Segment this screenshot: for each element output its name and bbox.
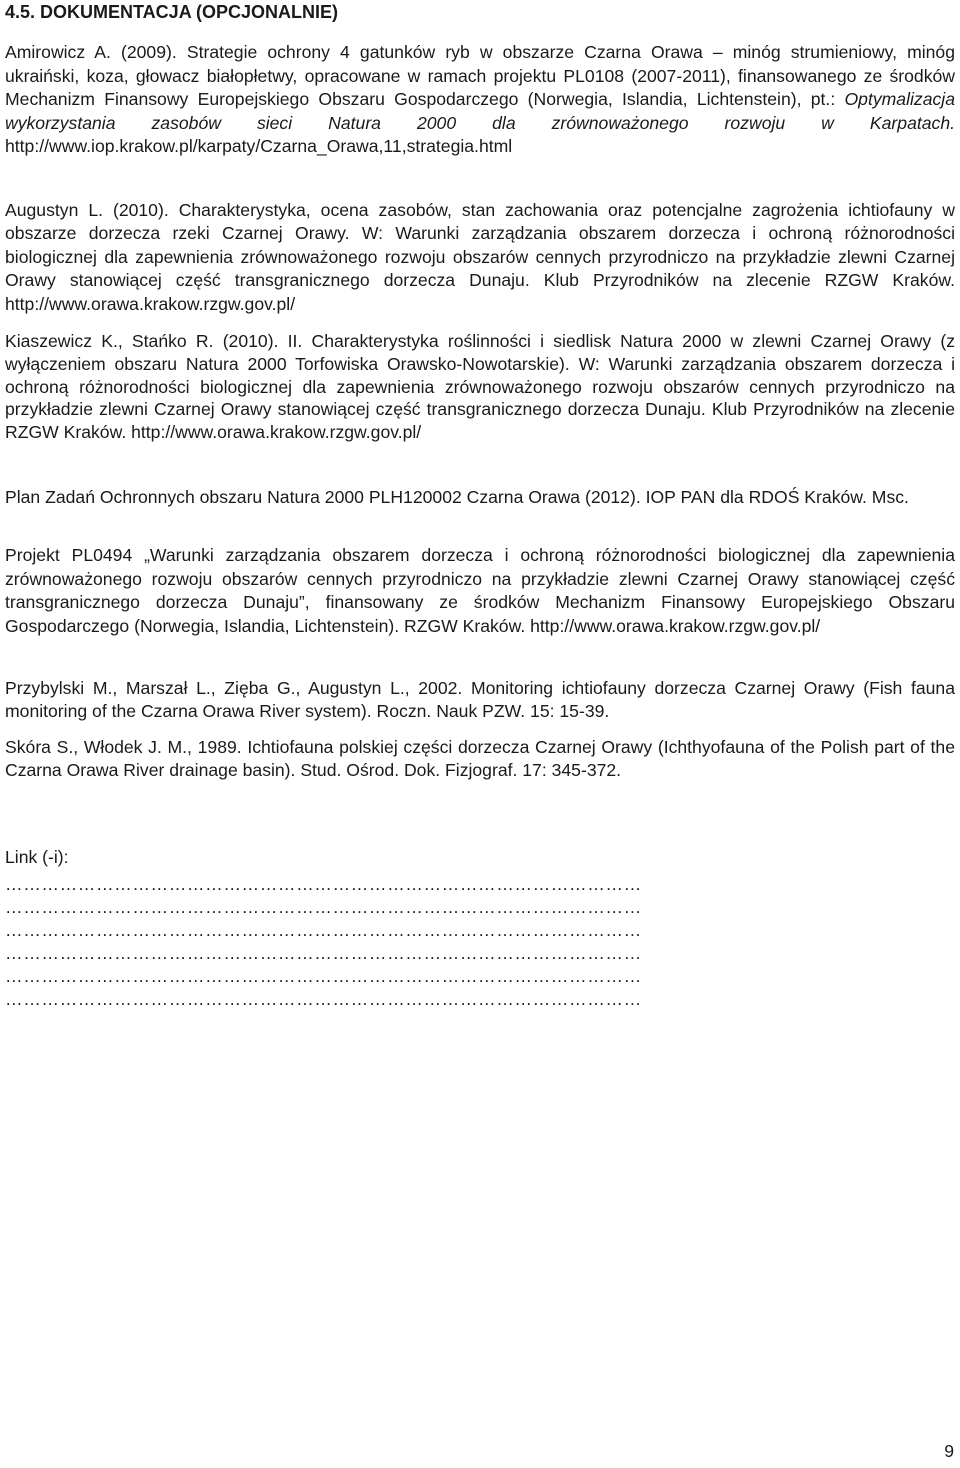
dotted-fill-line: …………………………………………………………………………………………… bbox=[5, 920, 642, 940]
reference-text: Projekt PL0494 „Warunki zarządzania obszarem dorzecza i ochroną różnorodności biologicznej dla zapewnienia zrównoważonego rozwoju obszarów cennych przyrodniczo na przykładzie zlewni Czarnej Orawy stanowiącej część transgranicznego dorzecza Dunaju”, finansowany ze środków Mechanizm Finansowy Europejskiego Obszaru Gospodarczego (Norwegia, Islandia, Lichtenstein). RZGW Kraków. http://www.orawa.krakow.rzgw.gov.pl/ bbox=[5, 545, 955, 637]
reference-text: Plan Zadań Ochronnych obszaru Natura 2000 PLH120002 Czarna Orawa (2012). IOP PAN dla RDOŚ Kraków. Msc. bbox=[5, 487, 909, 507]
reference-projekt-pl0494 bbox=[5, 544, 955, 639]
reference-author: Kiaszewicz K., Stańko R. (2010). bbox=[5, 331, 279, 351]
reference-url: http://www.iop.krakow.pl/karpaty/Czarna_Orawa,11,strategia.html bbox=[5, 136, 513, 157]
section-title: 4.5. DOKUMENTACJA (OPCJONALNIE) bbox=[5, 2, 339, 22]
reference-text: Monitoring ichtiofauny dorzecza Czarnej Orawy (Fish fauna monitoring of the Czarna Orawa River system). Roczn. Nauk PZW. 15: 15-39. bbox=[5, 678, 955, 722]
links-label: Link (-i): bbox=[5, 847, 69, 867]
reference-author: Augustyn L. (2010). bbox=[5, 200, 169, 220]
dotted-fill-line: …………………………………………………………………………………………… bbox=[5, 943, 642, 963]
reference-plan-zadan-2012 bbox=[5, 486, 955, 509]
reference-text: Strategie ochrony 4 gatunków ryb w obszarze Czarna Orawa – minóg strumieniowy, minóg ukraiński, koza, głowacz białopłetwy, opracowane w ramach projektu PL0108 (2007-2011), finansowanego ze środków Mechanizm Finansowy Europejskiego Obszaru Gospodarczego (Norwegia, Islandia, Lichtenstein), pt.: bbox=[5, 42, 956, 110]
reference-augustyn-2010 bbox=[5, 199, 955, 316]
reference-source: W: Warunki zarządzania obszarem dorzecza i ochroną różnorodności biologicznej dla zapewnienia zrównoważonego rozwoju obszarów cennych przyrodniczo na przykładzie zlewni Czarnej Orawy stanowiącej część transgranicznego dorzecza Dunaju. Klub Przyrodników na zlecenie RZGW Kraków. http://www.orawa.krakow.rzgw.gov.pl/ bbox=[5, 353, 955, 443]
reference-italic-title: Optymalizacja wykorzystania zasobów sieci Natura 2000 dla zrównoważonego rozwoju w Karpatach. bbox=[5, 89, 955, 133]
reference-kiaszewicz-2010 bbox=[5, 330, 955, 444]
reference-author: Amirowicz A. (2009). bbox=[5, 42, 177, 62]
reference-przybylski-2002 bbox=[5, 677, 955, 724]
reference-text: Charakterystyka roślinności i siedlisk Natura 2000 w zlewni Czarnej Orawy (z wyłączeniem obszaru Natura 2000 Torfowiska Orawsko-Nowotarskie). bbox=[5, 331, 955, 374]
reference-source: W: Warunki zarządzania obszarem dorzecza i ochroną różnorodności biologicznej dla zapewnienia zrównoważonego rozwoju obszarów cennych przyrodniczo na przykładzie zlewni Czarnej Orawy stanowiącej część transgranicznego dorzecza Dunaju. bbox=[5, 223, 956, 291]
dotted-fill-line: …………………………………………………………………………………………… bbox=[5, 966, 642, 986]
reference-author: Przybylski M., Marszał L., Zięba G., Augustyn L., 2002. bbox=[5, 678, 463, 698]
reference-text: Charakterystyka, ocena zasobów, stan zachowania oraz potencjalne zagrożenia ichtiofauny w obszarze dorzecza rzeki Czarnej Orawy. bbox=[5, 200, 955, 244]
page-number: 9 bbox=[944, 1441, 954, 1461]
dotted-fill-line: …………………………………………………………………………………………… bbox=[5, 989, 642, 1009]
reference-part: II. bbox=[278, 331, 303, 351]
dotted-fill-line: …………………………………………………………………………………………… bbox=[5, 874, 642, 894]
reference-skora-1989 bbox=[5, 736, 955, 783]
reference-text: Ichtiofauna polskiej części dorzecza Czarnej Orawy (Ichthyofauna of the Polish part of the Czarna Orawa River drainage basin). Stud. Ośrod. Dok. Fizjograf. 17: 345-372. bbox=[5, 737, 955, 781]
reference-author: Skóra S., Włodek J. M., 1989. bbox=[5, 737, 242, 757]
document-page bbox=[5, 0, 955, 1468]
reference-amirowicz-2009 bbox=[5, 41, 955, 159]
dotted-fill-line: …………………………………………………………………………………………… bbox=[5, 897, 642, 917]
reference-publisher: Klub Przyrodników na zlecenie RZGW Kraków. http://www.orawa.krakow.rzgw.gov.pl/ bbox=[5, 270, 955, 314]
